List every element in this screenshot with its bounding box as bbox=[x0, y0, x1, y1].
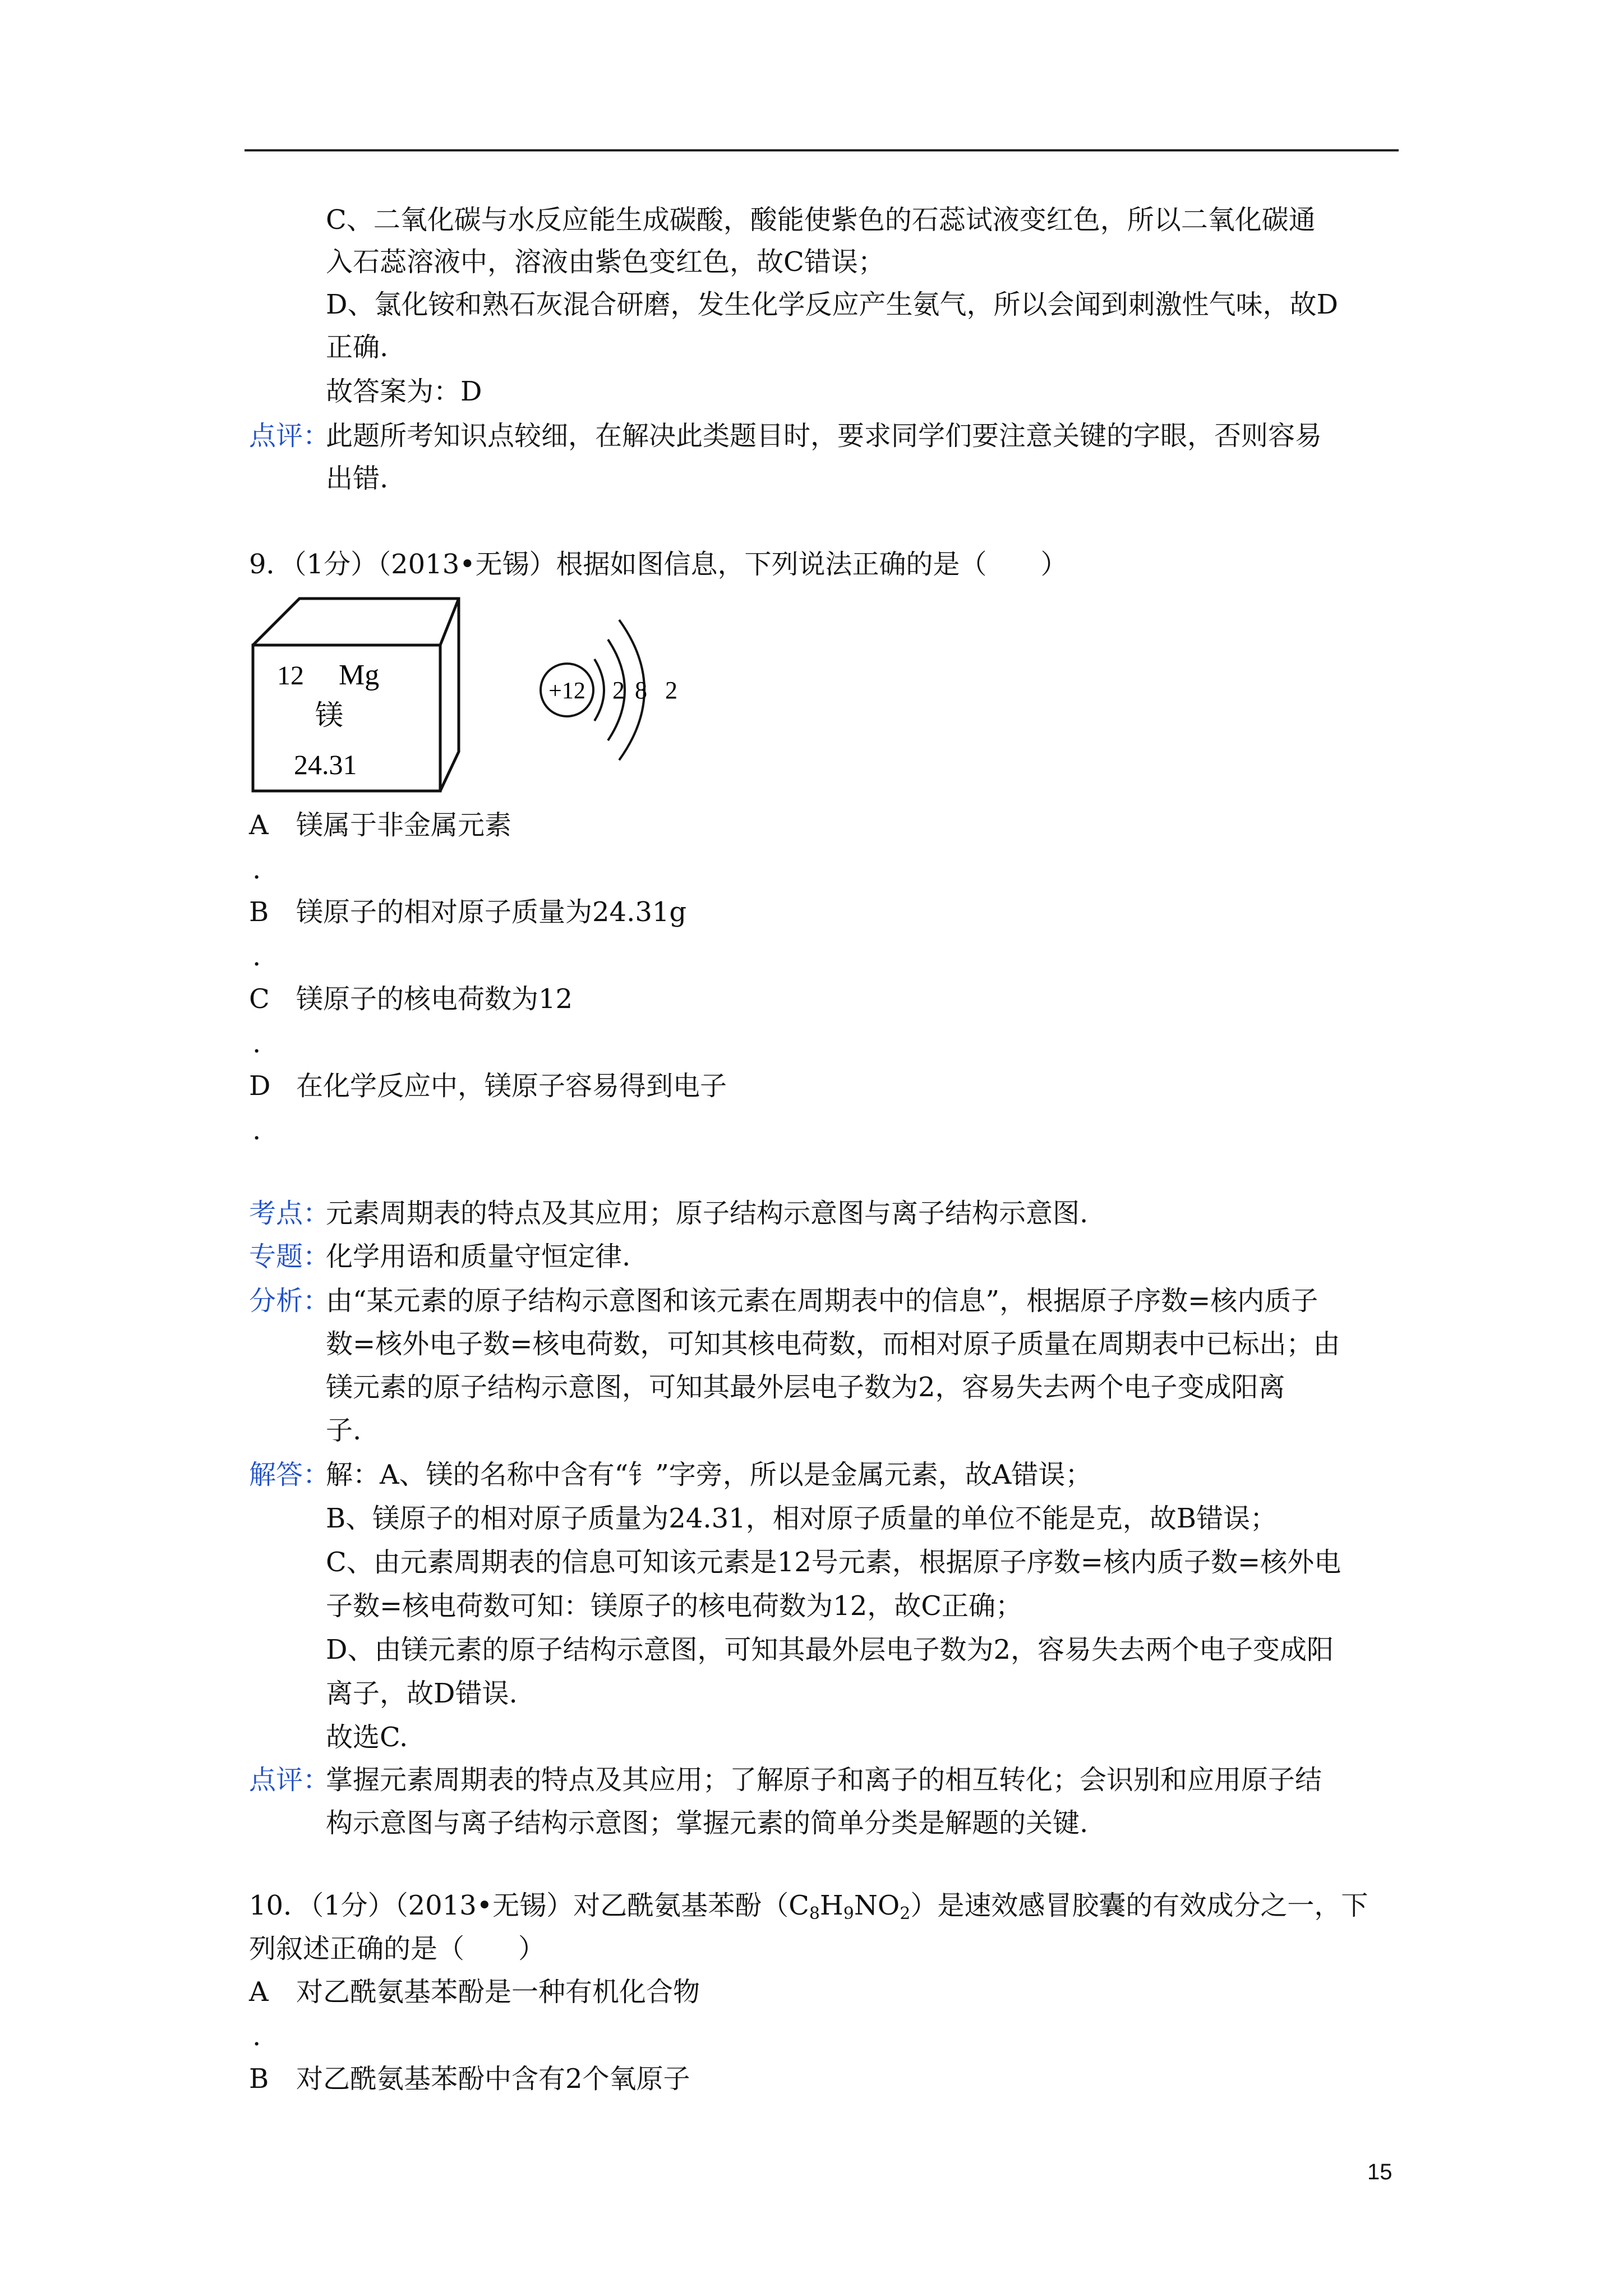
q10-stem-pre: 10．（1分）（2013•无锡）对乙酰氨基苯酚（ bbox=[249, 1890, 789, 1921]
q9-jieda-line4: 子数=核电荷数可知：镁原子的核电荷数为12，故C正确； bbox=[326, 1590, 1023, 1622]
q9-zhuanti: 化学用语和质量守恒定律. bbox=[326, 1241, 631, 1272]
q9-jieda-line7: 故选C. bbox=[326, 1722, 408, 1753]
q9-jieda-line2: B、镁原子的相对原子质量为24.31，相对原子质量的单位不能是克，故B错误； bbox=[326, 1503, 1277, 1534]
atom-structure-diagram bbox=[541, 620, 677, 760]
q9-zhuanti-label: 专题： bbox=[249, 1241, 330, 1272]
q10-stem-post: ）是速效感冒胶囊的有效成分之一，下 bbox=[910, 1890, 1368, 1921]
q9-fenxi-line3: 镁元素的原子结构示意图，可知其最外层电子数为2，容易失去两个电子变成阳离 bbox=[326, 1372, 1285, 1403]
q10-stem-line1 bbox=[249, 1887, 1368, 1924]
q10-formula: $C_8H_9NO_2$ bbox=[789, 1890, 911, 1924]
q9-fenxi-line4: 子. bbox=[326, 1415, 362, 1446]
q9-option-c-dot: . bbox=[252, 1028, 261, 1059]
electron-shell-arc-1 bbox=[594, 659, 604, 721]
q9-option-d-dot: . bbox=[252, 1115, 261, 1146]
q9-dianping-label: 点评： bbox=[249, 1764, 330, 1796]
q9-kaodian-label: 考点： bbox=[249, 1198, 330, 1229]
q9-option-a-letter: A bbox=[249, 809, 269, 841]
q9-option-b-dot: . bbox=[252, 941, 261, 972]
q9-option-d-text: 在化学反应中，镁原子容易得到电子 bbox=[296, 1070, 727, 1102]
prev-analysis-d-line2: 正确. bbox=[326, 332, 389, 363]
q10-option-a-text: 对乙酰氨基苯酚是一种有机化合物 bbox=[296, 1976, 700, 2008]
q9-jieda-line6: 离子，故D错误. bbox=[326, 1678, 518, 1709]
prev-analysis-d-line1: D、氯化铵和熟石灰混合研磨，发生化学反应产生氨气，所以会闻到刺激性气味，故D bbox=[326, 289, 1338, 320]
q10-stem-line2: 列叙述正确的是（ ） bbox=[249, 1933, 546, 1964]
q10-option-a-letter: A bbox=[249, 1976, 269, 2008]
atomic-mass: 24.31 bbox=[294, 749, 357, 780]
prev-answer: 故答案为：D bbox=[326, 376, 482, 407]
q9-jieda-line5: D、由镁元素的原子结构示意图，可知其最外层电子数为2，容易失去两个电子变成阳 bbox=[326, 1634, 1334, 1665]
q10-option-a-dot: . bbox=[252, 2021, 261, 2052]
q9-fenxi-line2: 数=核外电子数=核电荷数，可知其核电荷数，而相对原子质量在周期表中已标出；由 bbox=[326, 1328, 1340, 1360]
prev-comment-label: 点评： bbox=[249, 420, 330, 452]
shell-2-electrons: 8 bbox=[635, 677, 647, 704]
q9-option-b-letter: B bbox=[249, 896, 269, 928]
q9-stem: 9．（1分）（2013•无锡）根据如图信息，下列说法正确的是（ ） bbox=[249, 549, 1068, 580]
q9-dianping-line1: 掌握元素周期表的特点及其应用；了解原子和离子的相互转化；会识别和应用原子结 bbox=[326, 1764, 1322, 1796]
prev-comment-line1: 此题所考知识点较细，在解决此类题目时，要求同学们要注意关键的字眼，否则容易 bbox=[326, 420, 1322, 452]
prev-comment-line2: 出错. bbox=[326, 463, 389, 494]
q9-option-a-text: 镁属于非金属元素 bbox=[296, 809, 512, 841]
q9-option-b-text: 镁原子的相对原子质量为24.31g bbox=[296, 896, 687, 928]
shell-1-electrons: 2 bbox=[612, 677, 625, 704]
prev-analysis-c-line1: C、二氧化碳与水反应能生成碳酸，酸能使紫色的石蕊试液变红色，所以二氧化碳通 bbox=[326, 204, 1316, 236]
q9-option-d-letter: D bbox=[249, 1070, 271, 1102]
q9-figure bbox=[249, 595, 698, 797]
q9-jieda-label: 解答： bbox=[249, 1459, 330, 1490]
page-number: 15 bbox=[1367, 2160, 1393, 2184]
q9-fenxi-line1: 由“某元素的原子结构示意图和该元素在周期表中的信息”，根据原子序数=核内质子 bbox=[326, 1285, 1318, 1317]
q9-jieda-line1: 解：A、镁的名称中含有“钅”字旁，所以是金属元素，故A错误； bbox=[326, 1459, 1092, 1490]
atomic-number: 12 bbox=[277, 661, 304, 691]
element-name: 镁 bbox=[315, 700, 343, 731]
element-symbol: Mg bbox=[339, 659, 380, 691]
q9-kaodian: 元素周期表的特点及其应用；原子结构示意图与离子结构示意图. bbox=[326, 1198, 1089, 1229]
q10-option-b-letter: B bbox=[249, 2063, 269, 2095]
q9-option-a-dot: . bbox=[252, 854, 261, 885]
shell-3-electrons: 2 bbox=[665, 677, 677, 704]
nucleus-charge: +12 bbox=[548, 678, 585, 704]
q10-option-b-text: 对乙酰氨基苯酚中含有2个氧原子 bbox=[296, 2063, 690, 2095]
q9-option-c-text: 镁原子的核电荷数为12 bbox=[296, 983, 573, 1015]
q9-jieda-line3: C、由元素周期表的信息可知该元素是12号元素，根据原子序数=核内质子数=核外电 bbox=[326, 1547, 1341, 1578]
header-rule bbox=[245, 149, 1399, 151]
prev-analysis-c-line2: 入石蕊溶液中，溶液由紫色变红色，故C错误； bbox=[326, 246, 885, 278]
q9-fenxi-label: 分析： bbox=[249, 1285, 330, 1317]
q9-option-c-letter: C bbox=[249, 983, 270, 1015]
q9-dianping-line2: 构示意图与离子结构示意图；掌握元素的简单分类是解题的关键. bbox=[326, 1807, 1089, 1839]
